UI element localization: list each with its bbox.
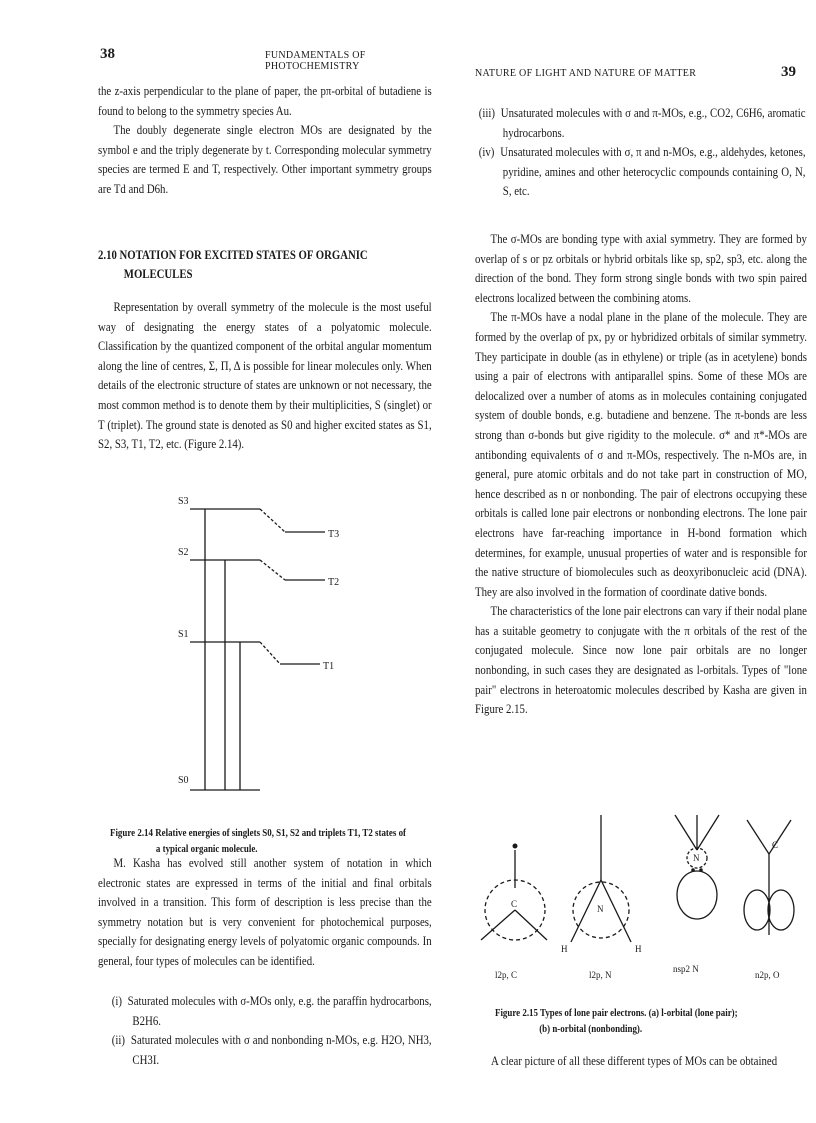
lone-pair-orbital-diagram <box>475 800 795 1000</box>
lone-pair-dot <box>691 868 695 872</box>
closing-line <box>491 1052 801 1072</box>
s1-dashed-link <box>260 642 280 664</box>
running-head: FUNDAMENTALS OF PHOTOCHEMISTRY <box>265 50 366 72</box>
kasha-paragraph <box>98 854 432 972</box>
s3-dashed-link <box>260 509 285 532</box>
closing-line-text: A clear picture of all these different types of MOs can be obtained <box>491 1054 778 1068</box>
orbital-label: l2p, N <box>589 970 612 980</box>
label-s3: S3 <box>178 496 189 507</box>
s2-dashed-link <box>260 560 285 580</box>
caption-line2: (b) n-orbital (nonbonding). <box>539 1024 643 1035</box>
orbital-label: l2p, C <box>495 970 518 980</box>
p-lobe-left <box>744 890 770 930</box>
label-t3: T3 <box>328 529 340 540</box>
atom-label-c: C <box>511 899 518 909</box>
lone-pair-dot <box>699 868 703 872</box>
label-s0: S0 <box>178 775 189 786</box>
intro-line-1: the z-axis perpendicular to the plane of paper, the pπ-orbital of butadiene is found to belong to the symmetry species Au. <box>98 84 432 118</box>
atom-label-n: N <box>597 904 604 914</box>
section-paragraph-text: Representation by overall symmetry of the molecule is the most useful way of designating the energy states of a polyatomic molecule. Classification by the quantized component of the orbital angular momentum along the line of centres, Σ, Π, Δ is possible for linear molecules only. When details of the electronic structure of states are unknown or not necessary, the most common method is to denote them by their multiplicities, S (singlet) or T (triplet). The ground state is denoted as S0 and higher excited states as S1, S2, S3, T1, T2, etc. (Figure 2.14). <box>98 300 432 452</box>
p-lobe-right <box>768 890 794 930</box>
section-heading-line2: MOLECULES <box>123 267 193 281</box>
list-item: (iii) Unsaturated molecules with σ and π-MOs, e.g., CO2, C6H6, aromatic hydrocarbons. <box>478 106 806 140</box>
molecule-type-list-left <box>110 992 432 1070</box>
atom-label-n2: N <box>693 853 700 863</box>
caption-line2: a typical organic molecule. <box>155 844 258 855</box>
list-item: (i) Saturated molecules with σ-MOs only, e.g. the paraffin hydrocarbons, B2H6. <box>111 994 432 1028</box>
bond-line <box>697 815 719 850</box>
atom-label-c2: C <box>772 840 779 850</box>
figure-2-15-caption <box>495 1006 801 1038</box>
nsp2-lobe <box>677 871 717 919</box>
caption-line1: Figure 2.15 Types of lone pair electrons. (a) l-orbital (lone pair); <box>495 1008 738 1019</box>
h-label: H <box>561 944 568 954</box>
mo-description <box>475 230 807 720</box>
molecule-type-list-right <box>477 104 806 202</box>
energy-level-diagram <box>170 490 370 810</box>
intro-line-2: The doubly degenerate single electron MOs are designated by the symbol e and the triply degenerate by t. Corresponding molecular symmetry species are termed E and T, respectively. Other important symmetry groups are Td and D6h. <box>98 123 432 196</box>
lone-pair-dot <box>513 844 518 849</box>
kasha-paragraph-text: M. Kasha has evolved still another system of notation in which electronic states are expressed in terms of the initial and final orbitals involved in a transition. This form of description is less precise than the symmetry notation but is very convenient for photochemical purposes, specially for designating energy levels of polyatomic organic compounds. In general, four types of molecules can be identified. <box>98 856 432 968</box>
orbital-label: nsp2 N <box>673 964 699 974</box>
bond-line <box>675 815 697 850</box>
section-paragraph <box>98 298 432 455</box>
h-label: H <box>635 944 642 954</box>
intro-text <box>98 82 432 200</box>
bond-line <box>601 880 631 942</box>
caption-line1: Figure 2.14 Relative energies of singlets S0, S1, S2 and triplets T1, T2 states of <box>110 828 407 839</box>
list-item: (iv) Unsaturated molecules with σ, π and n-MOs, e.g., aldehydes, ketones, pyridine, amines and other heterocyclic compounds containing O, N, S, etc. <box>478 145 806 199</box>
list-item: (ii) Saturated molecules with σ and nonbonding n-MOs, e.g. H2O, NH3, CH3I. <box>111 1033 432 1067</box>
running-head: NATURE OF LIGHT AND NATURE OF MATTER <box>475 68 697 79</box>
right-page <box>455 0 816 1123</box>
orbital-label: n2p, O <box>755 970 780 980</box>
sigma-mo-paragraph: The σ-MOs are bonding type with axial symmetry. They are formed by overlap of s or pz orbitals or hybrid orbitals like sp, sp2, sp3, etc. along the direction of the bond. They form strong single bonds with two spin paired electrons localized between the combining atoms. <box>475 232 807 305</box>
lone-pair-paragraph: The characteristics of the lone pair electrons can vary if their nodal plane has a suitable geometry to conjugate with the π orbitals of the rest of the conjugated molecule. Since now lone pair orbitals are no longer nonbonding, in such cases they are designated as l-orbitals. Types of "lone pair" electrons in heteroatomic molecules described by Kasha are given in Figure 2.15. <box>475 604 807 717</box>
section-heading-line1: 2.10 NOTATION FOR EXCITED STATES OF ORGANIC <box>98 248 368 262</box>
section-heading <box>98 246 368 284</box>
label-s1: S1 <box>178 629 189 640</box>
page-number: 38 <box>100 46 115 62</box>
pi-mo-paragraph: The π-MOs have a nodal plane in the plane of the molecule. They are formed by the overlap of px, py or hybridized orbitals of similar symmetry. They participate in double (as in ethylene) or triple (as in acetylene) bonds using a pair of electrons with antiparallel spins. Some of these MOs are delocalized over a number of atoms as in molecules containing conjugated system of double bonds, e.g. butadiene and benzene. The π-bonds are less strong than σ-bonds but give rigidity to the molecule. σ* and π*-MOs are antibonding equivalents of σ and π-MOs, respectively. The n-MOs are, in general, pure atomic orbitals and do not take part in construction of MO, hence described as n or nonbonding. The pair of electrons occupying these orbitals is called lone pair electrons or nonbonding electrons. The lone pair electrons have far-reaching importance in H-bond formation which determines, for example, unusual properties of water and is responsible for the native structure of biomolecules such as deoxyribonucleic acid (DNA). They are also involved in the formation of coordinate dative bonds. <box>475 310 807 599</box>
page-number: 39 <box>781 64 796 80</box>
label-s2: S2 <box>178 547 189 558</box>
label-t2: T2 <box>328 577 340 588</box>
label-t1: T1 <box>323 661 335 672</box>
bond-line <box>747 820 769 854</box>
